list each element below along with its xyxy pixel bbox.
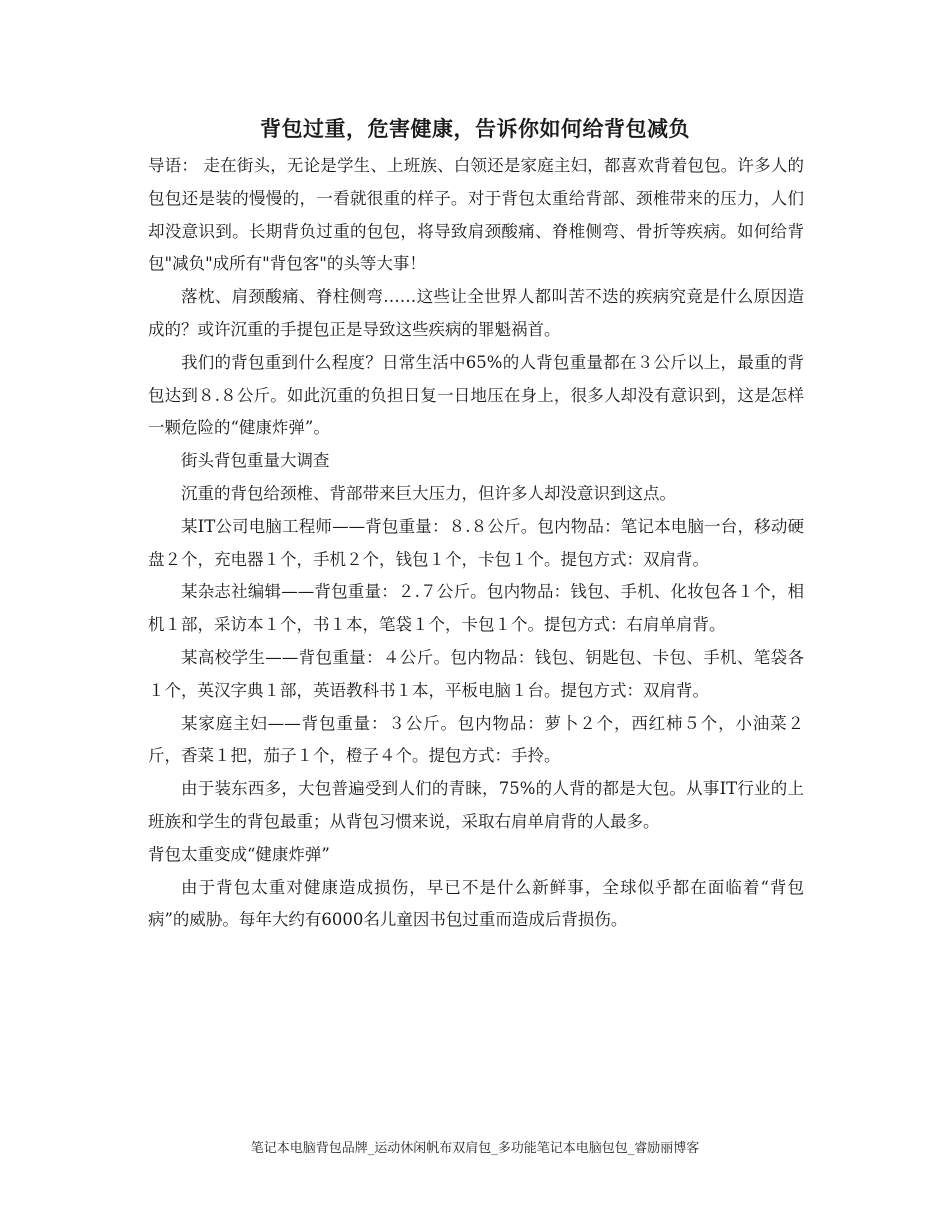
page-footer: 笔记本电脑背包品牌_运动休闲帆布双肩包_多功能笔记本电脑包包_睿励丽博客 (250, 1141, 700, 1156)
paragraph: 我们的背包重到什么程度？日常生活中65%的人背包重量都在３公斤以上，最重的背包达到８.８公斤。如此沉重的负担日复一日地压在身上，很多人却没有意识到，这是怎样一颗危险的“健康炸弹”。 (148, 352, 804, 438)
page-title: 背包过重，危害健康，告诉你如何给背包减负 (260, 116, 690, 141)
article-body (148, 150, 804, 937)
paragraph-intro: 导语： 走在街头，无论是学生、上班族、白领还是家庭主妇，都喜欢背着包包。许多人的包包还是装的慢慢的，一看就很重的样子。对于背包太重给背部、颈椎带来的压力，人们却没意识到。长期背负过重的包包，将导致肩颈酸痛、脊椎侧弯、骨折等疾病。如何给背包"减负"成所有"背包客"的头等大事！ (148, 156, 804, 274)
paragraph: 沉重的背包给颈椎、背部带来巨大压力，但许多人却没意识到这点。 (181, 483, 676, 503)
paragraph: 某杂志社编辑——背包重量：２.７公斤。包内物品：钱包、手机、化妆包各１个，相机１部，采访本１个，书１本，笔袋１个，卡包１个。提包方式：右肩单肩背。 (148, 582, 804, 635)
paragraph: 某家庭主妇——背包重量：３公斤。包内物品：萝卜２个，西红柿５个，小油菜２斤，香菜１把，茄子１个，橙子４个。提包方式：手拎。 (148, 713, 804, 766)
section-heading: 背包太重变成“健康炸弹” (148, 844, 330, 864)
section-heading: 街头背包重量大调查 (181, 451, 330, 471)
paragraph: 由于背包太重对健康造成损伤，早已不是什么新鲜事，全球似乎都在面临着“背包病”的威胁。每年大约有6000名儿童因书包过重而造成后背损伤。 (148, 877, 804, 930)
paragraph: 落枕、肩颈酸痛、脊柱侧弯……这些让全世界人都叫苦不迭的疾病究竟是什么原因造成的？或许沉重的手提包正是导致这些疾病的罪魁祸首。 (148, 287, 804, 339)
paragraph: 某高校学生——背包重量：４公斤。包内物品：钱包、钥匙包、卡包、手机、笔袋各１个，英汉字典１部，英语教科书１本，平板电脑１台。提包方式：双肩背。 (148, 647, 804, 700)
paragraph: 某IT公司电脑工程师——背包重量：８.８公斤。包内物品：笔记本电脑一台，移动硬盘２个，充电器１个，手机２个，钱包１个，卡包１个。提包方式：双肩背。 (148, 516, 804, 569)
paragraph: 由于装东西多，大包普遍受到人们的青睐，75%的人背的都是大包。从事IT行业的上班族和学生的背包最重；从背包习惯来说，采取右肩单肩背的人最多。 (148, 779, 804, 831)
